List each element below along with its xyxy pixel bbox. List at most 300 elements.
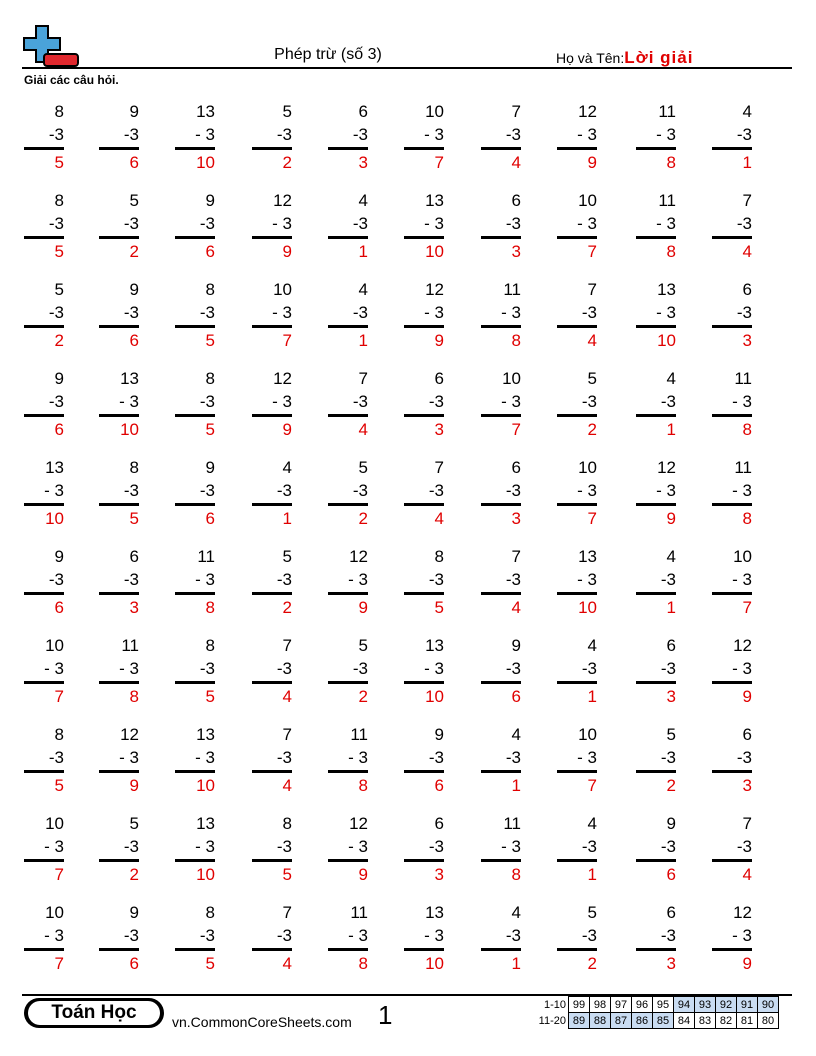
subtrahend: - 3 [501, 837, 521, 856]
problem [712, 901, 752, 975]
problem [99, 812, 139, 886]
minuend: 6 [742, 280, 752, 299]
subtrahend: -3 [505, 748, 521, 767]
minuend: 10 [733, 547, 752, 566]
problem [252, 545, 292, 619]
subtrahend: -3 [123, 214, 139, 233]
answer-line [328, 147, 368, 150]
problem [99, 367, 139, 441]
subtrahend: - 3 [44, 481, 64, 500]
minuend: 11 [503, 280, 521, 299]
score-cell: 96 [632, 997, 653, 1013]
name-field [556, 48, 693, 68]
problem [24, 100, 64, 174]
score-cell: 92 [716, 997, 737, 1013]
minuend: 7 [587, 280, 597, 299]
problem [328, 100, 368, 174]
answer: 3 [742, 776, 752, 795]
answer: 6 [129, 954, 139, 973]
problem [636, 723, 676, 797]
answer: 3 [434, 865, 444, 884]
answer-line [557, 681, 597, 684]
answer: 6 [511, 687, 521, 706]
subtrahend: -3 [660, 570, 676, 589]
answer: 1 [282, 509, 292, 528]
problem [557, 100, 597, 174]
problem [712, 812, 752, 886]
problem [557, 456, 597, 530]
problem [557, 812, 597, 886]
subtrahend: -3 [660, 392, 676, 411]
answer: 7 [511, 420, 521, 439]
answer: 6 [129, 153, 139, 172]
problem [175, 367, 215, 441]
score-cell: 90 [758, 997, 779, 1013]
subtrahend: -3 [352, 481, 368, 500]
answer: 8 [511, 865, 521, 884]
subtrahend: -3 [48, 303, 64, 322]
problem [481, 278, 521, 352]
answer: 5 [282, 865, 292, 884]
minuend: 6 [129, 547, 139, 566]
minuend: 9 [129, 280, 139, 299]
subtrahend: -3 [123, 125, 139, 144]
minuend: 4 [358, 280, 368, 299]
answer: 10 [425, 242, 444, 261]
subtrahend: -3 [48, 392, 64, 411]
answer-line [24, 948, 64, 951]
subtrahend: -3 [505, 481, 521, 500]
answer-line [481, 236, 521, 239]
problem [99, 634, 139, 708]
problem [712, 367, 752, 441]
subtrahend: - 3 [44, 926, 64, 945]
problem [328, 723, 368, 797]
minuend: 11 [658, 102, 676, 121]
problem [404, 545, 444, 619]
problem [712, 189, 752, 263]
page-number: 1 [378, 1000, 393, 1030]
minuend: 12 [733, 636, 752, 655]
score-cell: 93 [695, 997, 716, 1013]
answer: 8 [511, 331, 521, 350]
subtrahend: -3 [736, 837, 752, 856]
problem [481, 456, 521, 530]
answer-line [557, 592, 597, 595]
answer-line [24, 770, 64, 773]
minuend: 5 [282, 547, 292, 566]
problem [557, 723, 597, 797]
problem [636, 367, 676, 441]
problem [175, 456, 215, 530]
minuend: 13 [425, 903, 444, 922]
subtrahend: -3 [276, 570, 292, 589]
subtrahend: - 3 [577, 125, 597, 144]
subtrahend: - 3 [348, 837, 368, 856]
problem [328, 634, 368, 708]
subtrahend: - 3 [44, 659, 64, 678]
answer-line [636, 681, 676, 684]
answer: 2 [587, 954, 597, 973]
subtrahend: -3 [276, 748, 292, 767]
answer-line [175, 770, 215, 773]
minuend: 9 [511, 636, 521, 655]
score-cell: 95 [653, 997, 674, 1013]
subtrahend: - 3 [501, 392, 521, 411]
score-cell: 87 [611, 1013, 632, 1029]
problem [99, 545, 139, 619]
answer: 5 [205, 954, 215, 973]
problem [252, 278, 292, 352]
answer-line [24, 414, 64, 417]
minuend: 11 [121, 636, 139, 655]
subtrahend: - 3 [656, 125, 676, 144]
answer: 10 [425, 687, 444, 706]
answer-line [557, 236, 597, 239]
minuend: 6 [434, 369, 444, 388]
problem [636, 812, 676, 886]
score-row [528, 997, 779, 1013]
answer-line [252, 681, 292, 684]
minuend: 5 [587, 903, 597, 922]
subtrahend: - 3 [44, 837, 64, 856]
problem [328, 812, 368, 886]
subtrahend: -3 [352, 392, 368, 411]
answer-line [175, 147, 215, 150]
answer: 8 [666, 242, 676, 261]
problem [481, 723, 521, 797]
answer: 6 [54, 598, 64, 617]
answer-line [175, 859, 215, 862]
subtrahend: -3 [736, 125, 752, 144]
problem [328, 545, 368, 619]
answer: 10 [425, 954, 444, 973]
answer-line [252, 236, 292, 239]
subtrahend: -3 [505, 125, 521, 144]
problem [404, 812, 444, 886]
minuend: 12 [733, 903, 752, 922]
answer-line [712, 948, 752, 951]
answer-line [252, 503, 292, 506]
problem [636, 189, 676, 263]
answer: 7 [587, 242, 597, 261]
minuend: 13 [196, 102, 215, 121]
minuend: 12 [578, 102, 597, 121]
problem [99, 278, 139, 352]
minuend: 13 [120, 369, 139, 388]
answer: 7 [54, 865, 64, 884]
answer-line [481, 859, 521, 862]
problem [252, 456, 292, 530]
score-table [528, 996, 779, 1029]
answer: 7 [282, 331, 292, 350]
answer-line [481, 414, 521, 417]
problem [404, 456, 444, 530]
problem [175, 812, 215, 886]
answer: 1 [511, 776, 521, 795]
subtrahend: -3 [352, 214, 368, 233]
answer: 5 [205, 420, 215, 439]
answer: 7 [587, 776, 597, 795]
subtrahend: -3 [276, 125, 292, 144]
problem [99, 723, 139, 797]
answer-line [404, 503, 444, 506]
minuend: 6 [666, 903, 676, 922]
answer-line [636, 147, 676, 150]
subtrahend: -3 [199, 659, 215, 678]
subtrahend: -3 [736, 748, 752, 767]
problem [557, 545, 597, 619]
problem [252, 634, 292, 708]
brand-badge [24, 998, 164, 1028]
score-cell: 86 [632, 1013, 653, 1029]
minuend: 8 [54, 191, 64, 210]
instructions: Giải các câu hỏi. [24, 73, 119, 87]
score-cell: 98 [590, 997, 611, 1013]
minuend: 8 [205, 369, 215, 388]
subtrahend: -3 [505, 926, 521, 945]
answer: 1 [666, 598, 676, 617]
answer: 6 [205, 242, 215, 261]
answer: 5 [434, 598, 444, 617]
answer: 8 [205, 598, 215, 617]
subtrahend: - 3 [732, 926, 752, 945]
minuend: 8 [282, 814, 292, 833]
answer-line [404, 147, 444, 150]
subtrahend: -3 [276, 481, 292, 500]
score-cell: 91 [737, 997, 758, 1013]
score-cell: 94 [674, 997, 695, 1013]
answer: 10 [196, 776, 215, 795]
answer-line [99, 236, 139, 239]
problem [175, 189, 215, 263]
answer-line [636, 414, 676, 417]
minuend: 11 [197, 547, 215, 566]
subtrahend: - 3 [119, 659, 139, 678]
minuend: 7 [434, 458, 444, 477]
minuend: 9 [666, 814, 676, 833]
answer-line [636, 948, 676, 951]
minuend: 4 [511, 903, 521, 922]
answer: 8 [742, 509, 752, 528]
minuend: 4 [666, 547, 676, 566]
minuend: 7 [742, 814, 752, 833]
answer: 4 [742, 242, 752, 261]
subtrahend: -3 [428, 748, 444, 767]
subtrahend: - 3 [119, 748, 139, 767]
problem [481, 545, 521, 619]
answer: 8 [742, 420, 752, 439]
answer-line [175, 592, 215, 595]
subtrahend: - 3 [501, 303, 521, 322]
minuend: 5 [129, 814, 139, 833]
answer: 8 [358, 954, 368, 973]
problem [636, 634, 676, 708]
problem [24, 456, 64, 530]
minuend: 12 [349, 547, 368, 566]
problem [175, 278, 215, 352]
answer-line [99, 503, 139, 506]
answer-line [328, 681, 368, 684]
answer: 5 [54, 242, 64, 261]
problem [99, 456, 139, 530]
answer: 4 [587, 331, 597, 350]
subtrahend: - 3 [195, 748, 215, 767]
problem [252, 100, 292, 174]
problem [481, 100, 521, 174]
answer-line [328, 503, 368, 506]
answer-line [328, 948, 368, 951]
problem [252, 367, 292, 441]
minuend: 5 [54, 280, 64, 299]
minuend: 4 [282, 458, 292, 477]
score-cell: 85 [653, 1013, 674, 1029]
answer: 9 [434, 331, 444, 350]
subtrahend: -3 [276, 926, 292, 945]
subtrahend: -3 [736, 303, 752, 322]
subtrahend: -3 [48, 748, 64, 767]
answer-line [557, 503, 597, 506]
problem [404, 634, 444, 708]
subtrahend: - 3 [732, 659, 752, 678]
answer: 6 [666, 865, 676, 884]
problem [24, 189, 64, 263]
minuend: 10 [273, 280, 292, 299]
problem [636, 545, 676, 619]
subtrahend: - 3 [577, 481, 597, 500]
answer-line [175, 503, 215, 506]
problem [404, 100, 444, 174]
answer-line [252, 147, 292, 150]
minuend: 13 [45, 458, 64, 477]
minuend: 9 [434, 725, 444, 744]
subtrahend: - 3 [272, 303, 292, 322]
minuend: 4 [587, 636, 597, 655]
subtrahend: -3 [581, 837, 597, 856]
answer-line [24, 592, 64, 595]
minuend: 12 [273, 369, 292, 388]
subtrahend: -3 [123, 303, 139, 322]
minuend: 13 [578, 547, 597, 566]
answer: 5 [205, 331, 215, 350]
minuend: 8 [205, 903, 215, 922]
answer-line [557, 948, 597, 951]
answer-line [175, 414, 215, 417]
answer: 10 [578, 598, 597, 617]
subtrahend: -3 [352, 125, 368, 144]
problem [24, 545, 64, 619]
minuend: 11 [658, 191, 676, 210]
score-cell: 97 [611, 997, 632, 1013]
problem [24, 812, 64, 886]
subtrahend: - 3 [348, 570, 368, 589]
score-row [528, 1013, 779, 1029]
answer: 7 [587, 509, 597, 528]
answer-line [175, 948, 215, 951]
answer: 3 [511, 242, 521, 261]
answer: 2 [358, 687, 368, 706]
answer: 6 [434, 776, 444, 795]
subtrahend: - 3 [119, 392, 139, 411]
answer-line [712, 859, 752, 862]
problem [175, 901, 215, 975]
answer: 9 [282, 420, 292, 439]
subtrahend: -3 [48, 570, 64, 589]
minuend: 9 [205, 191, 215, 210]
subtrahend: -3 [428, 481, 444, 500]
answer: 3 [358, 153, 368, 172]
answer: 7 [434, 153, 444, 172]
answer-line [404, 859, 444, 862]
answer: 3 [666, 687, 676, 706]
subtrahend: - 3 [272, 392, 292, 411]
score-cell: 99 [569, 997, 590, 1013]
minuend: 4 [358, 191, 368, 210]
minuend: 6 [742, 725, 752, 744]
problem [24, 367, 64, 441]
score-row-label: 1-10 [543, 998, 566, 1011]
answer-line [636, 770, 676, 773]
answer: 4 [742, 865, 752, 884]
answer: 2 [129, 865, 139, 884]
problem [328, 901, 368, 975]
problem [557, 634, 597, 708]
problem [24, 723, 64, 797]
minuend: 7 [511, 102, 521, 121]
answer: 4 [282, 954, 292, 973]
minuend: 5 [587, 369, 597, 388]
answer-line [328, 859, 368, 862]
minuend: 8 [434, 547, 444, 566]
subtrahend: -3 [505, 214, 521, 233]
answer: 3 [511, 509, 521, 528]
answer: 4 [282, 687, 292, 706]
score-cell: 88 [590, 1013, 611, 1029]
answer: 8 [358, 776, 368, 795]
subtrahend: - 3 [195, 125, 215, 144]
minuend: 4 [511, 725, 521, 744]
answer: 10 [45, 509, 64, 528]
subtrahend: - 3 [424, 659, 444, 678]
subtrahend: -3 [352, 659, 368, 678]
answer-line [404, 681, 444, 684]
minuend: 11 [350, 725, 368, 744]
minuend: 10 [45, 814, 64, 833]
answer-line [481, 770, 521, 773]
minuend: 4 [742, 102, 752, 121]
minuend: 10 [425, 102, 444, 121]
minuend: 9 [54, 547, 64, 566]
problem [557, 367, 597, 441]
subtrahend: -3 [505, 570, 521, 589]
minuend: 5 [358, 458, 368, 477]
minuend: 12 [657, 458, 676, 477]
problem [175, 545, 215, 619]
minuend: 6 [511, 191, 521, 210]
answer: 9 [358, 598, 368, 617]
minuend: 9 [129, 903, 139, 922]
minuend: 10 [45, 903, 64, 922]
answer-line [99, 325, 139, 328]
answer-line [712, 414, 752, 417]
site-url: vn.CommonCoreSheets.com [172, 1014, 352, 1030]
answer-line [404, 948, 444, 951]
answer: 10 [657, 331, 676, 350]
answer-line [557, 147, 597, 150]
answer-line [557, 325, 597, 328]
answer-line [404, 325, 444, 328]
problem [175, 634, 215, 708]
